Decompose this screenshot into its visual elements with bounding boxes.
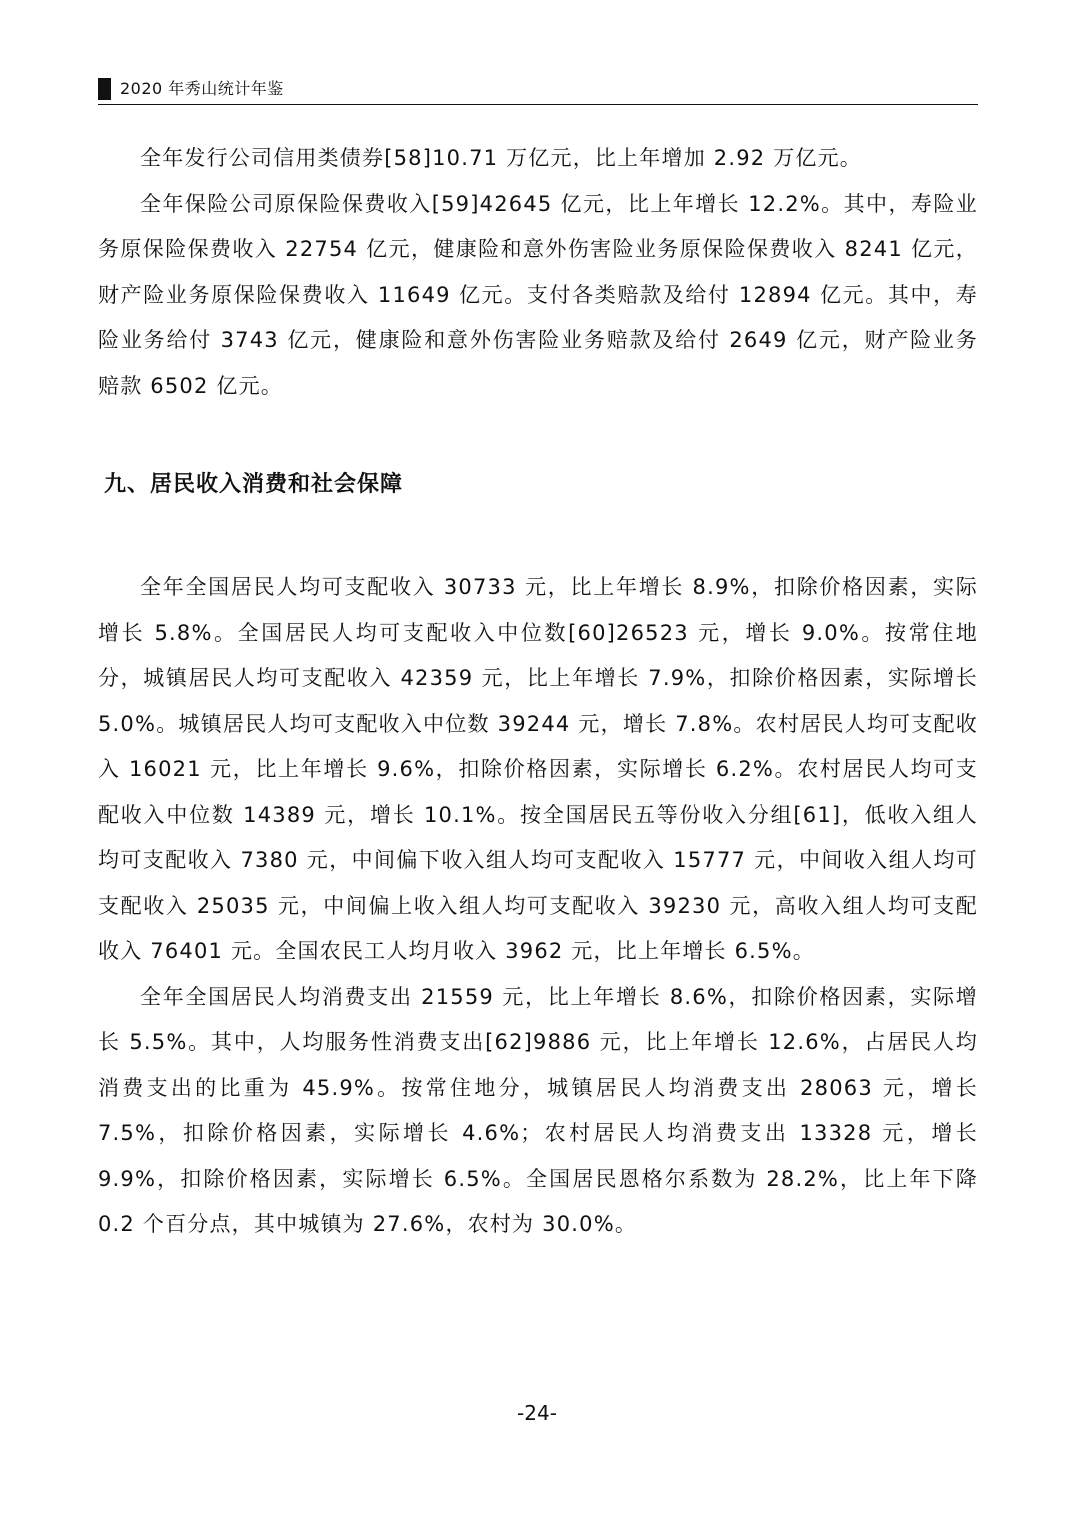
page-header <box>98 76 978 105</box>
paragraph-consumption: 全年全国居民人均消费支出 21559 元，比上年增长 8.6%，扣除价格因素，实际增长 5.5%。其中，人均服务性消费支出[62]9886 元，比上年增长 12.6%，占居民人均消费支出的比重为 45.9%。按常住地分，城镇居民人均消费支出 28063 元，增长 7.5%，扣除价格因素，实际增长 4.6%；农村居民人均消费支出 13328 元，增长 9.9%，扣除价格因素，实际增长 6.5%。全国居民恩格尔系数为 28.2%，比上年下降 0.2 个百分点，其中城镇为 27.6%，农村为 30.0%。 <box>98 984 978 1236</box>
paragraph-insurance: 全年保险公司原保险保费收入[59]42645 亿元，比上年增长 12.2%。其中，寿险业务原保险保费收入 22754 亿元，健康险和意外伤害险业务原保险保费收入 8241 亿元，财产险业务原保险保费收入 11649 亿元。支付各类赔款及给付 12894 亿元。其中，寿险业务给付 3743 亿元，健康险和意外伤害险业务赔款及给付 2649 亿元，财产险业务赔款 6502 亿元。 <box>98 191 978 398</box>
page-content <box>98 136 978 1248</box>
page-number: -24- <box>517 1401 557 1425</box>
section-heading: 九、居民收入消费和社会保障 <box>104 472 404 497</box>
header-marker <box>98 78 111 100</box>
header-title: 2020 年秀山统计年鉴 <box>120 79 284 98</box>
paragraph-income: 全年全国居民人均可支配收入 30733 元，比上年增长 8.9%，扣除价格因素，实际增长 5.8%。全国居民人均可支配收入中位数[60]26523 元，增长 9.0%。按常住地分，城镇居民人均可支配收入 42359 元，比上年增长 7.9%，扣除价格因素，实际增长 5.0%。城镇居民人均可支配收入中位数 39244 元，增长 7.8%。农村居民人均可支配收入 16021 元，比上年增长 9.6%，扣除价格因素，实际增长 6.2%。农村居民人均可支配收入中位数 14389 元，增长 10.1%。按全国居民五等份收入分组[61]，低收入组人均可支配收入 7380 元，中间偏下收入组人均可支配收入 15777 元，中间收入组人均可支配收入 25035 元，中间偏上收入组人均可支配收入 39230 元，高收入组人均可支配收入 76401 元。全国农民工人均月收入 3962 元，比上年增长 6.5%。 <box>98 575 978 963</box>
paragraph-bonds: 全年发行公司信用类债券[58]10.71 万亿元，比上年增加 2.92 万亿元。 <box>140 146 863 170</box>
